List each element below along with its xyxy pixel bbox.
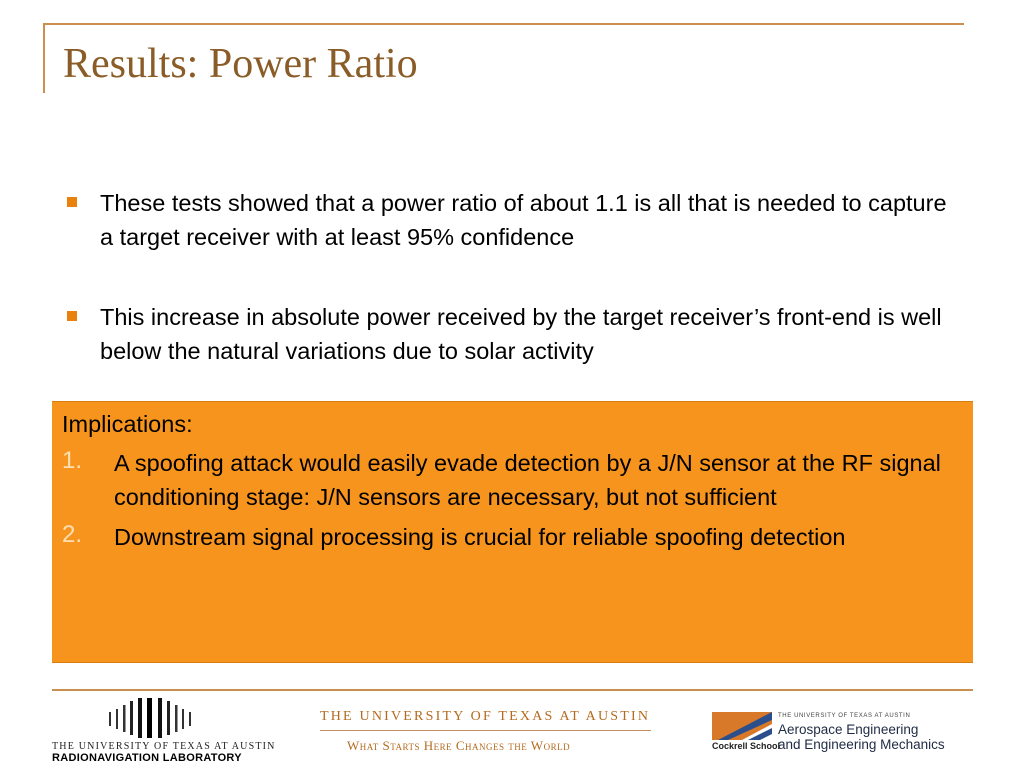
bullet-text: This increase in absolute power received by the target receiver’s front-end is well below the natural variations due to solar activity [100,304,942,364]
square-bullet-icon [67,311,77,321]
implication-text: Downstream signal processing is crucial for reliable spoofing detection [114,524,846,550]
bullet-text: These tests showed that a power ratio of about 1.1 is all that is needed to capture a target receiver with at least 95% confidence [100,190,947,250]
implication-number: 2. [62,521,83,548]
department-name-line1: Aerospace Engineering [778,722,919,737]
footer-rule [52,689,973,691]
bullet-item [63,186,953,254]
cockrell-university-name: THE UNIVERSITY OF TEXAS AT AUSTIN [778,713,911,719]
radionav-lab-name: RADIONAVIGATION LABORATORY [52,752,242,764]
bullet-item [63,300,953,368]
radionav-university-name: THE UNIVERSITY OF TEXAS AT AUSTIN [52,741,276,752]
implications-list [62,446,952,560]
ut-university-name: THE UNIVERSITY OF TEXAS AT AUSTIN [320,709,651,724]
title-frame-top-rule [43,23,964,25]
cockrell-school-logo [712,712,772,740]
slide-title: Results: Power Ratio [63,41,418,87]
implication-item [62,446,952,514]
bullet-list [63,186,953,414]
implication-text: A spoofing attack would easily evade detection by a J/N sensor at the RF signal conditioning stage: J/N sensors are necessary, but not sufficient [114,450,941,510]
ut-divider [320,730,651,731]
implication-number: 1. [62,447,83,474]
cockrell-school-name: Cockrell School [712,741,781,751]
implication-item [62,520,952,554]
implications-heading: Implications: [62,411,193,437]
radionavigation-lab-logo [109,698,209,738]
ut-tagline: What Starts Here Changes the World [347,738,571,753]
implications-box [52,401,973,663]
title-frame-left-rule [43,23,45,93]
square-bullet-icon [67,197,77,207]
department-name-line2: and Engineering Mechanics [778,737,945,752]
